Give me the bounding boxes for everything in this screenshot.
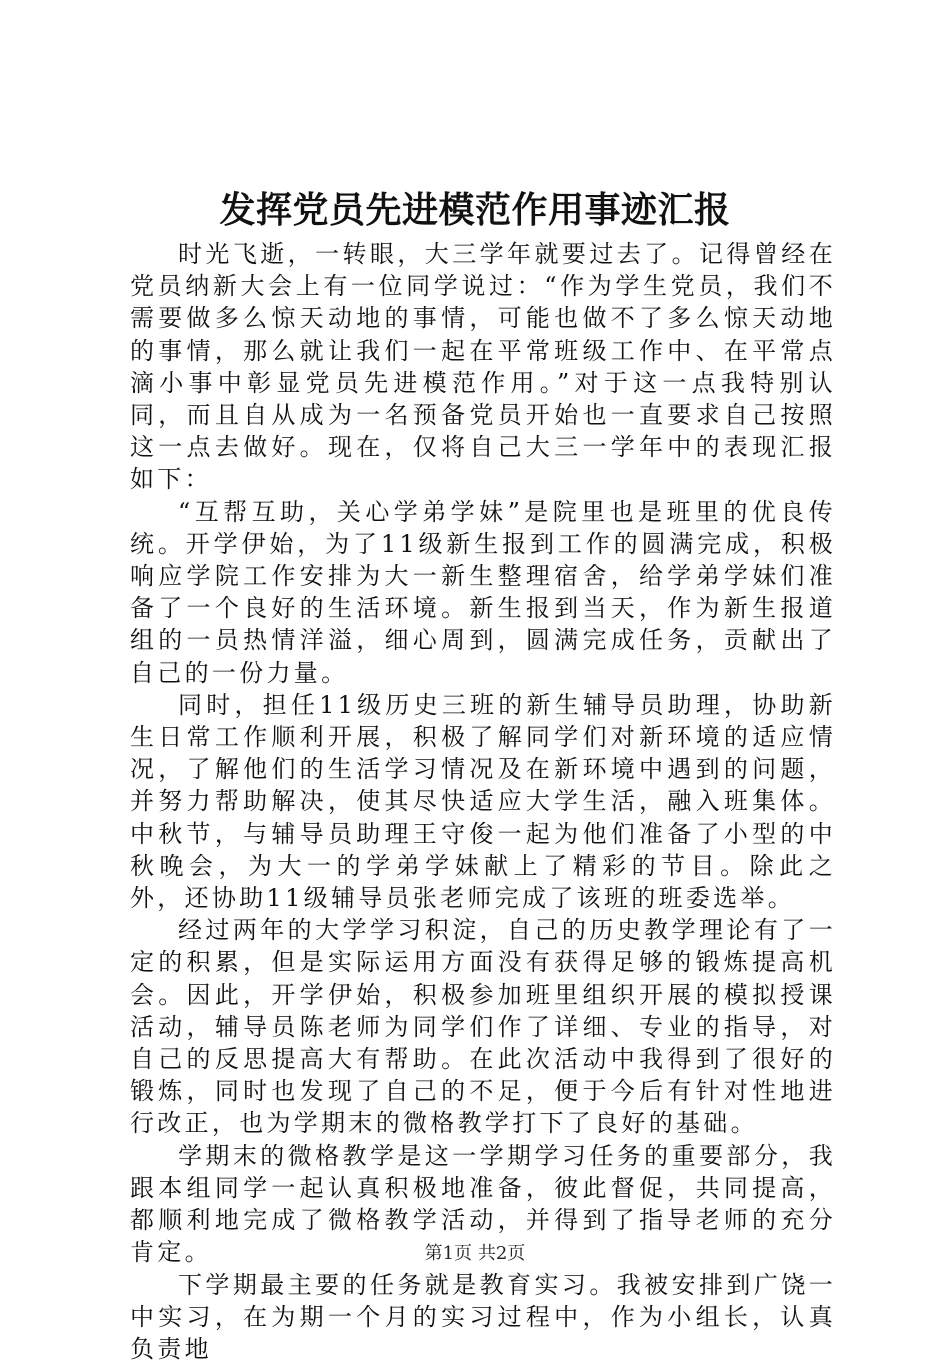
paragraph-6: 下学期最主要的任务就是教育实习。我被安排到广饶一中实习，在为期一个月的实习过程中，作为小组长，认真负责地 [130, 1269, 836, 1365]
paragraph-4: 经过两年的大学学习积淀，自己的历史教学理论有了一定的积累，但是实际运用方面没有获得足够的锻炼提高机会。因此，开学伊始，积极参加班里组织开展的模拟授课活动，辅导员陈老师为同学们作了详细、专业的指导，对自己的反思提高大有帮助。在此次活动中我得到了很好的锻炼，同时也发现了自己的不足，便于今后有针对性地进行改正，也为学期末的微格教学打下了良好的基础。 [130, 914, 836, 1139]
paragraph-1: 时光飞逝，一转眼，大三学年就要过去了。记得曾经在党员纳新大会上有一位同学说过：“作为学生党员，我们不需要做多么惊天动地的事情，可能也做不了多么惊天动地的事情，那么就让我们一起在平常班级工作中、在平常点滴小事中彰显党员先进模范作用。”对于这一点我特别认同，而且自从成为一名预备党员开始也一直要求自己按照这一点去做好。现在，仅将自己大三一学年中的表现汇报如下： [130, 238, 836, 496]
paragraph-2: “互帮互助，关心学弟学妹”是院里也是班里的优良传统。开学伊始，为了11级新生报到工作的圆满完成，积极响应学院工作安排为大一新生整理宿舍，给学弟学妹们准备了一个良好的生活环境。新生报到当天，作为新生报道组的一员热情洋溢，细心周到，圆满完成任务，贡献出了自己的一份力量。 [130, 496, 836, 689]
paragraph-5: 学期末的微格教学是这一学期学习任务的重要部分，我跟本组同学一起认真积极地准备，彼此督促，共同提高，都顺利地完成了微格教学活动，并得到了指导老师的充分肯定。 [130, 1140, 836, 1269]
document-body [130, 238, 836, 1365]
page-footer: 第1页 共2页 [0, 1242, 950, 1266]
paragraph-3: 同时，担任11级历史三班的新生辅导员助理，协助新生日常工作顺利开展，积极了解同学们对新环境的适应情况，了解他们的生活学习情况及在新环境中遇到的问题，并努力帮助解决，使其尽快适应大学生活，融入班集体。中秋节，与辅导员助理王守俊一起为他们准备了小型的中秋晚会，为大一的学弟学妹献上了精彩的节目。除此之外，还协助11级辅导员张老师完成了该班的班委选举。 [130, 689, 836, 914]
page-title: 发挥党员先进模范作用事迹汇报 [0, 186, 950, 234]
